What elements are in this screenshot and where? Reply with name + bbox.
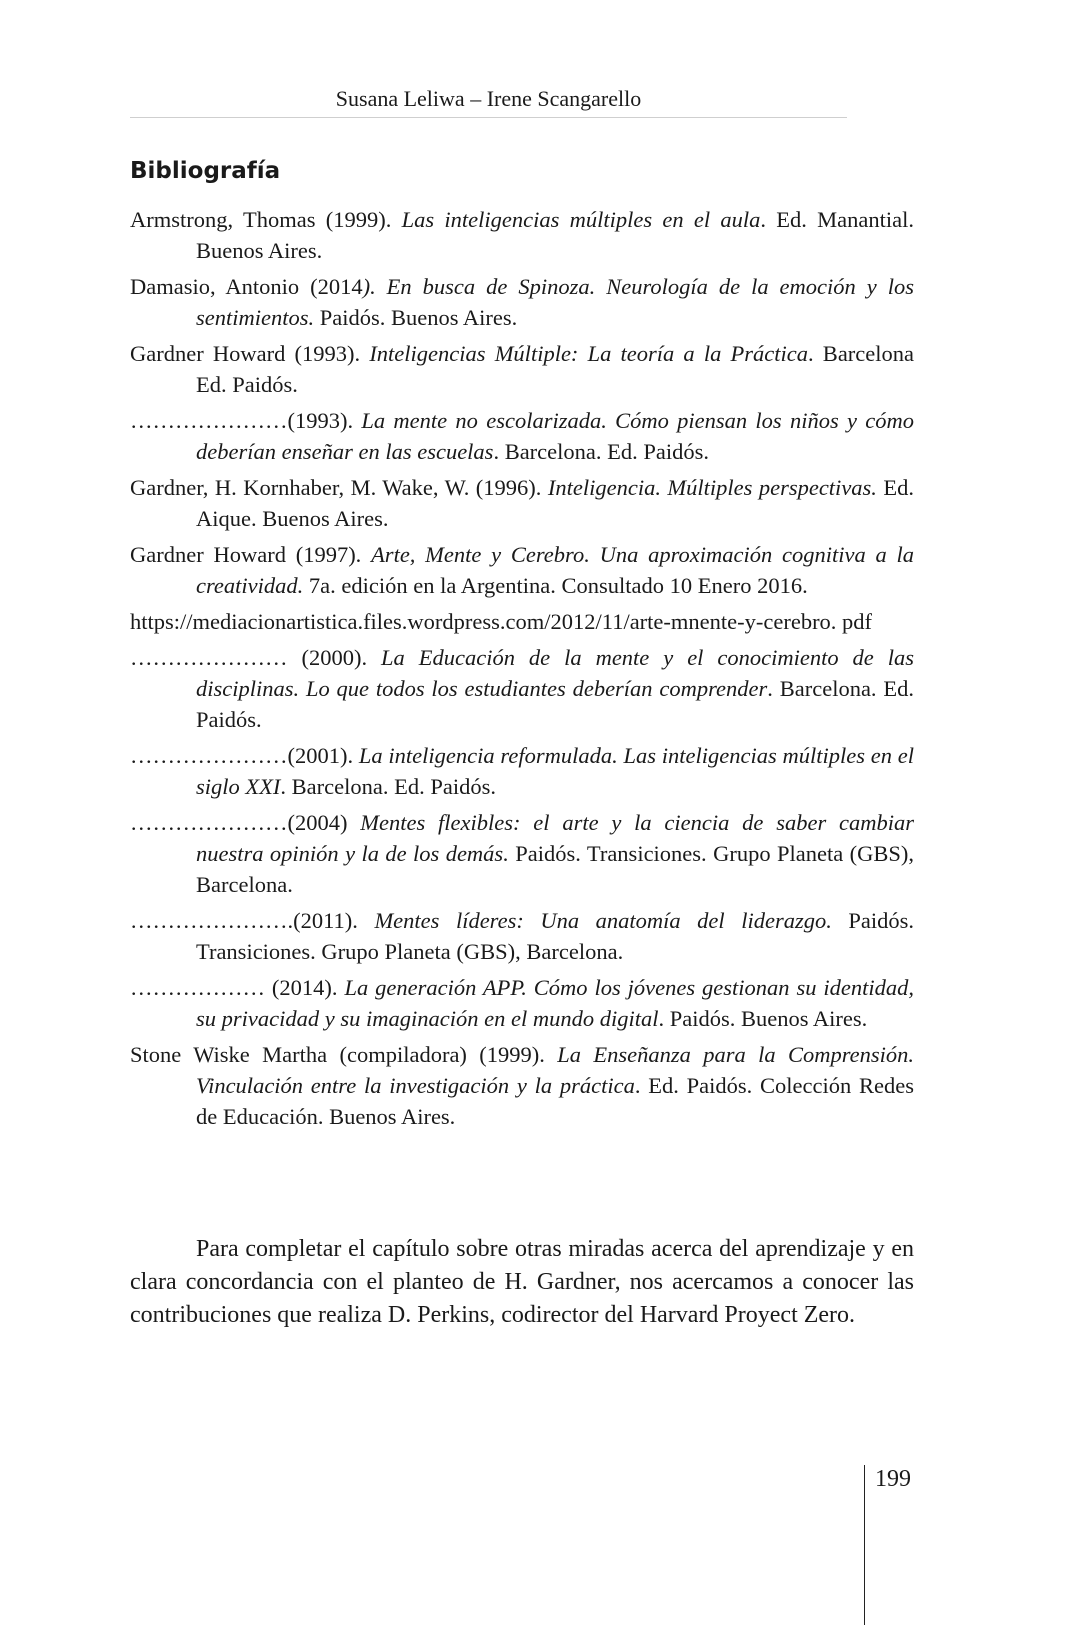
entry-author: ……………… (2014). [130, 975, 345, 1000]
entry-publisher: Paidós. Transiciones. Grupo Planeta (GBS), Barcelona. [196, 841, 914, 897]
entry-title: Arte, Mente y Cerebro. Una aproximación cognitiva a la creatividad. [196, 542, 914, 598]
entry-author: ………………… (2000). [130, 645, 382, 670]
entry-author: Gardner, H. Kornhaber, M. Wake, W. (1996). [130, 475, 548, 500]
entry-publisher: . Ed. Paidós. Colección Redes de Educación. Buenos Aires. [196, 1073, 914, 1129]
entry-author: …………………(2001). [130, 743, 359, 768]
entry-author: …………………(1993). [130, 408, 362, 433]
entry-author: https://mediacionartistica.files.wordpress.com/2012/11/arte-mnente-y-cerebro. pdf [130, 609, 873, 634]
entry-author: Armstrong, Thomas (1999). [130, 207, 402, 232]
entry-title: La Educación de la mente y el conocimiento de las disciplinas. Lo que todos los estudiantes deberían comprender [196, 645, 914, 701]
page-number-rule [864, 1465, 865, 1625]
bibliography-entry [130, 271, 914, 333]
bibliography-entry [130, 204, 914, 266]
header-divider [130, 117, 847, 118]
entry-publisher: 7a. edición en la Argentina. Consultado 10 Enero 2016. [303, 573, 808, 598]
page-number: 199 [875, 1466, 911, 1492]
entry-title: Las inteligencias múltiples en el aula [401, 207, 761, 232]
bibliography-entry [130, 405, 914, 467]
running-header: Susana Leliwa – Irene Scangarello [335, 86, 642, 111]
entry-title: Inteligencia. Múltiples perspectivas. [547, 475, 877, 500]
section-title: Bibliografía [130, 158, 281, 184]
entry-author: …………………(2004) [130, 810, 361, 835]
bibliography-entry [130, 1039, 914, 1132]
entry-title: Mentes líderes: Una anatomía del liderazgo. [374, 908, 832, 933]
bibliography-list [130, 204, 914, 1137]
entry-author: Stone Wiske Martha (compiladora) (1999). [130, 1042, 558, 1067]
body-paragraph: Para completar el capítulo sobre otras miradas acerca del aprendizaje y en clara concordancia con el planteo de H. Gardner, nos acercamos a conocer las contribuciones que realiza D. Perkins, codirector del Harvard Proyect Zero. [130, 1236, 914, 1328]
bibliography-entry [130, 740, 914, 802]
entry-title: La inteligencia reformulada. Las inteligencias múltiples en el siglo XXI [196, 743, 914, 799]
bibliography-entry [130, 807, 914, 900]
bibliography-entry [130, 972, 914, 1034]
entry-publisher: Paidós. Transiciones. Grupo Planeta (GBS), Barcelona. [196, 908, 914, 964]
entry-title: Inteligencias Múltiple: La teoría a la Práctica [369, 341, 809, 366]
entry-publisher: . Paidós. Buenos Aires. [658, 1006, 868, 1031]
bibliography-entry [130, 539, 914, 601]
entry-author: ………………….(2011). [130, 908, 375, 933]
bibliography-entry [130, 642, 914, 735]
bibliography-entry [130, 338, 914, 400]
entry-publisher: . Barcelona. Ed. Paidós. [196, 676, 914, 732]
entry-title: Mentes flexibles: el arte y la ciencia de saber cambiar nuestra opinión y la de los demás. [196, 810, 914, 866]
entry-author: Gardner Howard (1997). [130, 542, 372, 567]
entry-title: ). En busca de Spinoza. Neurología de la emoción y los sentimientos. [196, 274, 914, 330]
entry-publisher: . Barcelona. Ed. Paidós. [280, 774, 496, 799]
bibliography-entry [130, 905, 914, 967]
entry-publisher: Paidós. Buenos Aires. [314, 305, 518, 330]
entry-title: La generación APP. Cómo los jóvenes gestionan su identidad, su privacidad y su imaginación en el mundo digital [196, 975, 914, 1031]
entry-author: Damasio, Antonio (2014 [130, 274, 363, 299]
entry-title: La Enseñanza para la Comprensión. Vinculación entre la investigación y la práctica [196, 1042, 914, 1098]
entry-publisher: Ed. Aique. Buenos Aires. [196, 475, 915, 531]
bibliography-entry [130, 606, 914, 637]
entry-publisher: . Ed. Manantial. Buenos Aires. [196, 207, 915, 263]
entry-author: Gardner Howard (1993). [130, 341, 370, 366]
bibliography-entry [130, 472, 914, 534]
entry-title: La mente no escolarizada. Cómo piensan los niños y cómo deberían enseñar en las escuelas [196, 408, 914, 464]
entry-publisher: . Barcelona. Ed. Paidós. [493, 439, 710, 464]
entry-publisher: . Barcelona Ed. Paidós. [196, 341, 915, 397]
